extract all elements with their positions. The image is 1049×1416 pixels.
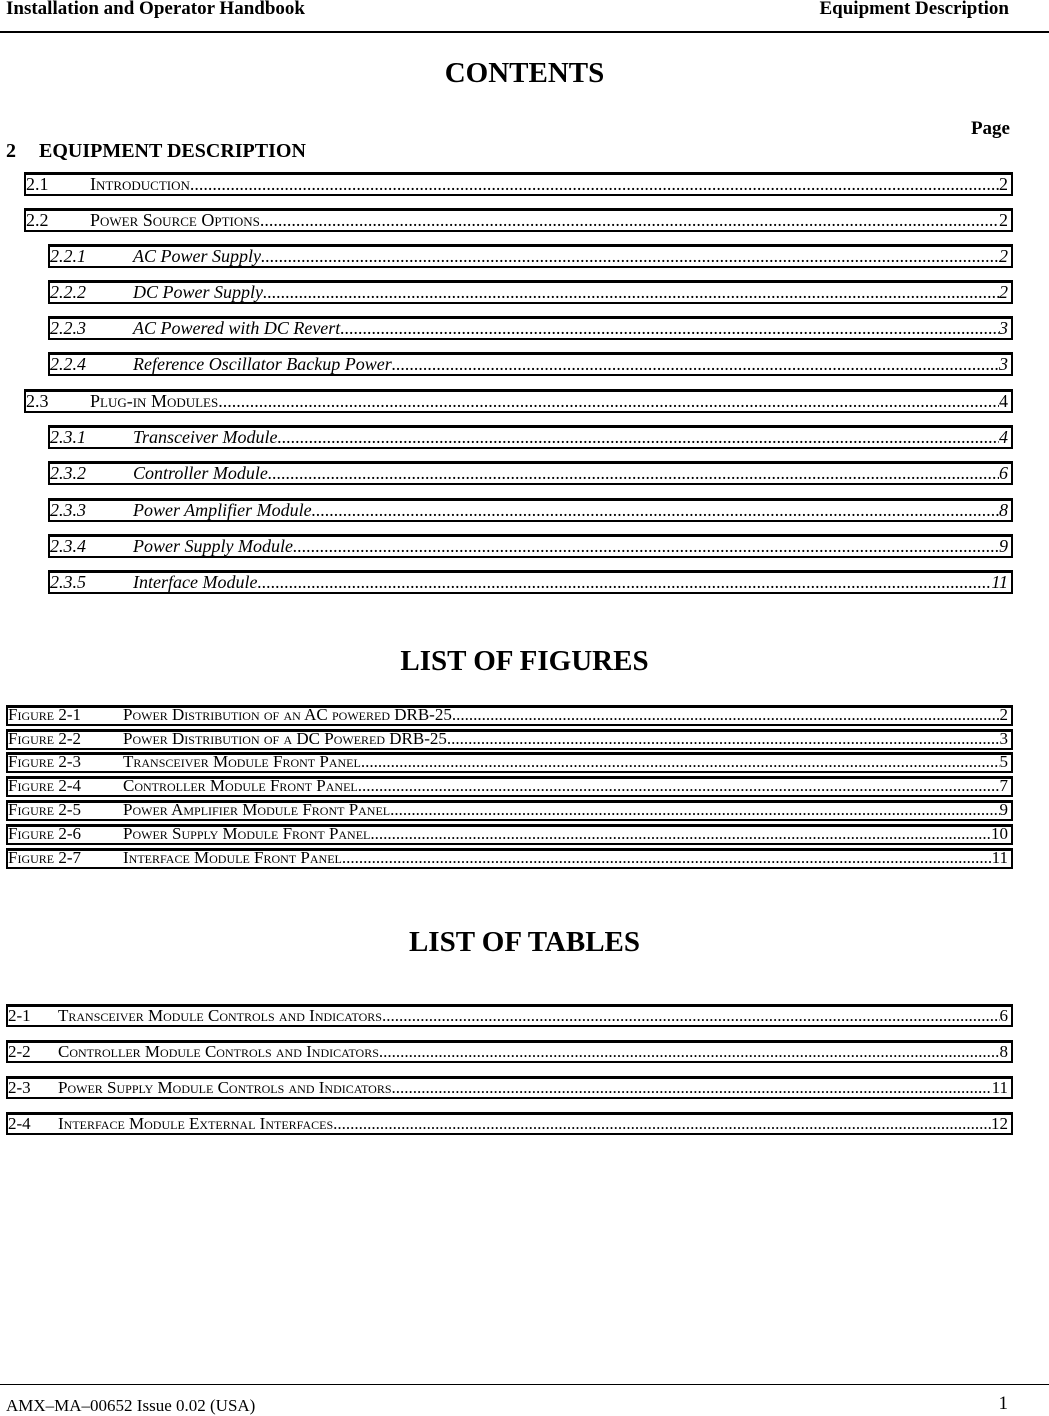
header-rule bbox=[0, 31, 1049, 33]
toc-entry-page: 6 bbox=[999, 463, 1008, 483]
toc-entry-number: 2.3 bbox=[26, 391, 49, 411]
toc-entry-2-3-3[interactable] bbox=[48, 498, 1013, 522]
toc-entry-number: 2.2 bbox=[26, 210, 49, 230]
toc-entry-label: Power Amplifier Module bbox=[133, 500, 312, 520]
figure-entry-page: 7 bbox=[999, 776, 1008, 795]
figure-entry-2-7[interactable] bbox=[6, 848, 1013, 869]
figure-entry-number: Figure 2-5 bbox=[8, 800, 82, 819]
chapter-heading bbox=[6, 140, 306, 163]
table-entry-label: Power Supply Module Controls and Indicators bbox=[58, 1078, 392, 1097]
toc-entry-page: 11 bbox=[991, 572, 1008, 592]
figure-entry-number: Figure 2-1 bbox=[8, 705, 82, 724]
toc-entry-label: Controller Module bbox=[133, 463, 268, 483]
toc-entry-2-2-3[interactable] bbox=[48, 316, 1013, 340]
figure-entry-2-1[interactable] bbox=[6, 705, 1013, 726]
toc-entry-label: AC Power Supply bbox=[133, 246, 261, 266]
toc-entry-page: 3 bbox=[999, 318, 1008, 338]
dot-leader bbox=[361, 753, 1000, 770]
figure-entry-2-6[interactable] bbox=[6, 824, 1013, 845]
tables-title: LIST OF TABLES bbox=[408, 926, 641, 958]
table-entry-2-2[interactable] bbox=[6, 1040, 1013, 1063]
toc-entry-page: 2 bbox=[999, 174, 1008, 194]
dot-leader bbox=[358, 777, 1000, 794]
toc-entry-page: 4 bbox=[999, 391, 1008, 411]
toc-entry-2-3-5[interactable] bbox=[48, 570, 1013, 594]
toc-entry-2-1[interactable] bbox=[24, 172, 1013, 196]
dot-leader bbox=[260, 211, 999, 229]
contents-title: CONTENTS bbox=[444, 57, 605, 89]
figure-entry-2-3[interactable] bbox=[6, 752, 1013, 773]
dot-leader bbox=[261, 247, 999, 265]
figure-entry-2-4[interactable] bbox=[6, 776, 1013, 797]
table-entry-number: 2-2 bbox=[8, 1042, 31, 1061]
table-entry-number: 2-3 bbox=[8, 1078, 31, 1097]
dot-leader bbox=[390, 801, 999, 818]
toc-entry-label: Reference Oscillator Backup Power bbox=[133, 354, 392, 374]
dot-leader bbox=[333, 1115, 991, 1132]
toc-entry-2-2-4[interactable] bbox=[48, 352, 1013, 376]
figure-entry-page: 5 bbox=[999, 752, 1008, 771]
toc-entry-number: 2.2.1 bbox=[50, 246, 86, 266]
toc-entry-2-2[interactable] bbox=[24, 208, 1013, 232]
table-entry-label: Transceiver Module Controls and Indicators bbox=[58, 1006, 382, 1025]
dot-leader bbox=[293, 537, 999, 555]
footer-rule bbox=[0, 1384, 1049, 1385]
dot-leader bbox=[190, 175, 999, 193]
toc-entry-label: Transceiver Module bbox=[133, 427, 278, 447]
figures-title: LIST OF FIGURES bbox=[400, 645, 649, 677]
dot-leader bbox=[392, 355, 999, 373]
figure-entry-2-5[interactable] bbox=[6, 800, 1013, 821]
document-number: AMX–MA–00652 Issue 0.02 (USA) bbox=[6, 1396, 256, 1415]
toc-entry-page: 2 bbox=[999, 246, 1008, 266]
dot-leader bbox=[218, 392, 999, 410]
figure-entry-label: Controller Module Front Panel bbox=[123, 776, 358, 795]
figure-entry-label: Power Distribution of a DC Powered DRB-25 bbox=[123, 729, 447, 748]
figure-entry-page: 9 bbox=[999, 800, 1008, 819]
dot-leader bbox=[257, 573, 991, 591]
toc-entry-number: 2.3.4 bbox=[50, 536, 86, 556]
toc-entry-page: 2 bbox=[999, 210, 1008, 230]
figure-entry-label: Power Distribution of an AC powered DRB-25 bbox=[123, 705, 452, 724]
dot-leader bbox=[312, 501, 999, 519]
toc-entry-number: 2.3.1 bbox=[50, 427, 86, 447]
figure-entry-label: Power Amplifier Module Front Panel bbox=[123, 800, 391, 819]
figure-entry-page: 11 bbox=[991, 848, 1008, 867]
dot-leader bbox=[277, 428, 999, 446]
toc-entry-label: Power Supply Module bbox=[133, 536, 293, 556]
dot-leader bbox=[342, 849, 992, 866]
toc-entry-label: Introduction bbox=[90, 174, 190, 194]
table-entry-page: 12 bbox=[991, 1114, 1008, 1133]
dot-leader bbox=[392, 1079, 992, 1096]
toc-entry-2-3-1[interactable] bbox=[48, 425, 1013, 449]
chapter-number: 2 bbox=[6, 140, 16, 162]
table-entry-2-3[interactable] bbox=[6, 1076, 1013, 1099]
dot-leader bbox=[379, 1043, 1000, 1060]
toc-entry-number: 2.2.3 bbox=[50, 318, 86, 338]
toc-entry-number: 2.3.2 bbox=[50, 463, 86, 483]
table-entry-page: 6 bbox=[999, 1006, 1008, 1025]
toc-entry-label: Power Source Options bbox=[90, 210, 260, 230]
page-column-label: Page bbox=[970, 118, 1010, 139]
dot-leader bbox=[263, 283, 999, 301]
figure-entry-label: Interface Module Front Panel bbox=[123, 848, 342, 867]
dot-leader bbox=[340, 319, 999, 337]
toc-entry-number: 2.2.2 bbox=[50, 282, 86, 302]
page-number: 1 bbox=[998, 1393, 1008, 1414]
table-entry-page: 11 bbox=[991, 1078, 1008, 1097]
figure-entry-page: 3 bbox=[999, 729, 1008, 748]
header-section: Equipment Description bbox=[819, 0, 1009, 19]
header-title: Installation and Operator Handbook bbox=[6, 0, 305, 19]
toc-entry-2-3-4[interactable] bbox=[48, 534, 1013, 558]
toc-entry-label: Plug-in Modules bbox=[90, 391, 219, 411]
toc-entry-label: Interface Module bbox=[133, 572, 258, 592]
table-entry-2-1[interactable] bbox=[6, 1004, 1013, 1027]
toc-entry-2-2-1[interactable] bbox=[48, 244, 1013, 268]
table-entry-page: 8 bbox=[999, 1042, 1008, 1061]
toc-entry-2-3[interactable] bbox=[24, 389, 1013, 413]
dot-leader bbox=[382, 1007, 1000, 1024]
figure-entry-2-2[interactable] bbox=[6, 729, 1013, 750]
toc-entry-label: AC Powered with DC Revert bbox=[133, 318, 341, 338]
toc-entry-page: 2 bbox=[999, 282, 1008, 302]
toc-entry-page: 4 bbox=[999, 427, 1008, 447]
figure-entry-label: Power Supply Module Front Panel bbox=[123, 824, 371, 843]
table-entry-label: Interface Module External Interfaces bbox=[58, 1114, 334, 1133]
dot-leader bbox=[452, 706, 1000, 723]
toc-entry-label: DC Power Supply bbox=[133, 282, 263, 302]
figure-entry-number: Figure 2-6 bbox=[8, 824, 82, 843]
dot-leader bbox=[447, 730, 1000, 747]
toc-entry-page: 9 bbox=[999, 536, 1008, 556]
figure-entry-number: Figure 2-2 bbox=[8, 729, 82, 748]
table-entry-label: Controller Module Controls and Indicators bbox=[58, 1042, 379, 1061]
dot-leader bbox=[370, 825, 991, 842]
figure-entry-label: Transceiver Module Front Panel bbox=[123, 752, 361, 771]
table-entry-2-4[interactable] bbox=[6, 1112, 1013, 1135]
toc-entry-2-2-2[interactable] bbox=[48, 280, 1013, 304]
toc-entry-page: 3 bbox=[999, 354, 1008, 374]
figure-entry-page: 2 bbox=[999, 705, 1008, 724]
toc-entry-number: 2.3.5 bbox=[50, 572, 86, 592]
figure-entry-number: Figure 2-7 bbox=[8, 848, 82, 867]
table-entry-number: 2-4 bbox=[8, 1114, 31, 1133]
toc-entry-number: 2.2.4 bbox=[50, 354, 86, 374]
table-entry-number: 2-1 bbox=[8, 1006, 31, 1025]
figure-entry-page: 10 bbox=[991, 824, 1008, 843]
figure-entry-number: Figure 2-4 bbox=[8, 776, 82, 795]
dot-leader bbox=[268, 464, 999, 482]
toc-entry-number: 2.3.3 bbox=[50, 500, 86, 520]
chapter-title: EQUIPMENT DESCRIPTION bbox=[39, 140, 306, 162]
toc-entry-page: 8 bbox=[999, 500, 1008, 520]
toc-entry-number: 2.1 bbox=[26, 174, 49, 194]
toc-entry-2-3-2[interactable] bbox=[48, 461, 1013, 485]
figure-entry-number: Figure 2-3 bbox=[8, 752, 82, 771]
